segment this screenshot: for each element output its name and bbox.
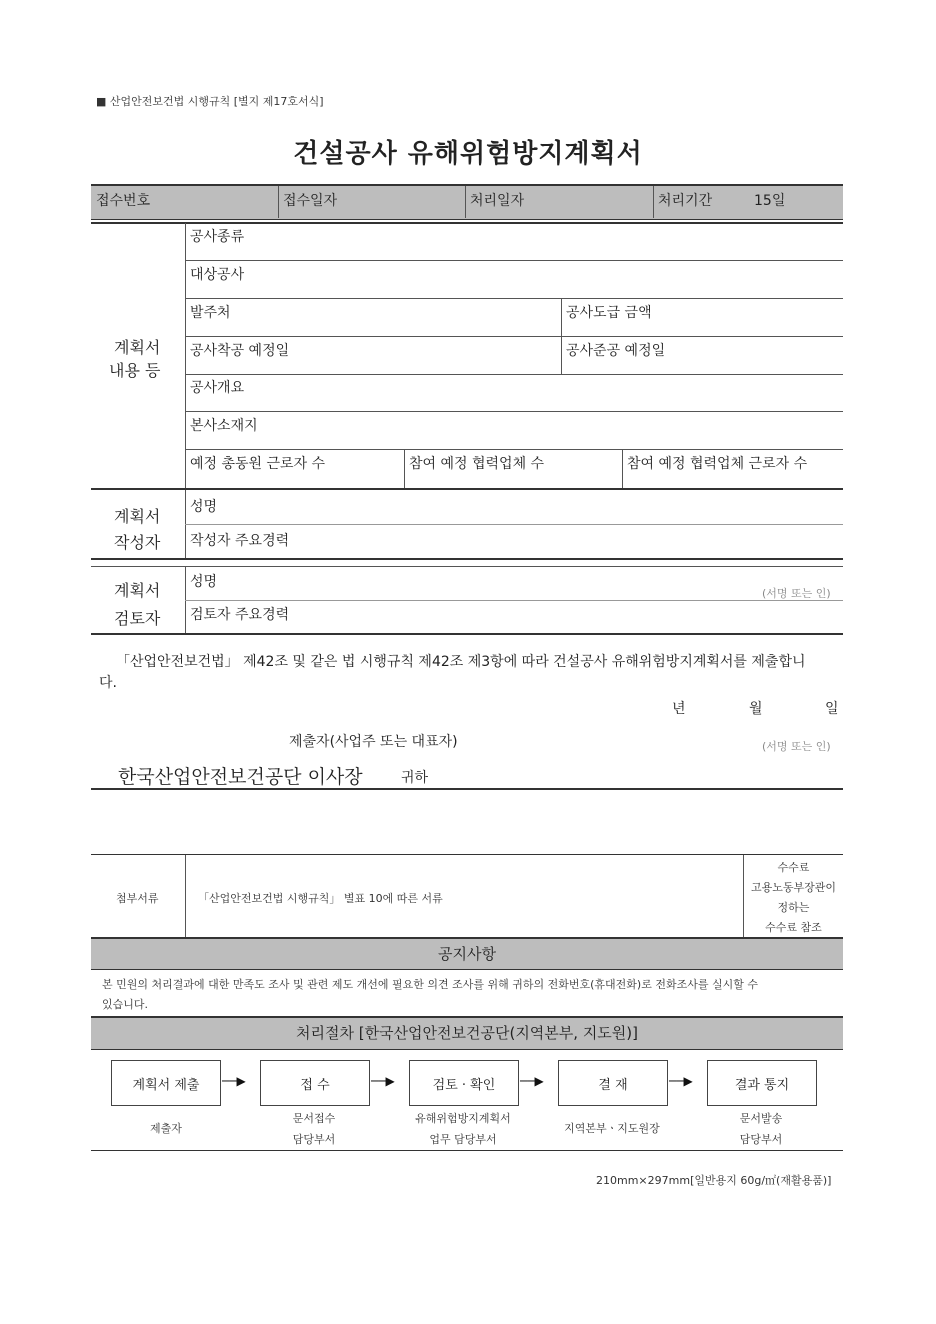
year-label: 년: [672, 701, 686, 717]
process-period-value: 15일: [754, 193, 786, 209]
work-type-field[interactable]: 공사종류: [190, 229, 245, 245]
contract-amount-field[interactable]: 공사도급 금액: [566, 305, 652, 321]
overview-field[interactable]: 공사개요: [190, 380, 245, 396]
fee-line-2: 고용노동부장관이: [750, 881, 836, 894]
header-bar: [91, 184, 843, 220]
step-notify-owner-1: 문서발송: [739, 1112, 783, 1125]
receipt-date-label: 접수일자: [283, 193, 338, 209]
fee-line-4: 수수료 참조: [765, 921, 822, 934]
step-submit-owner: 제출자: [150, 1122, 182, 1135]
plan-section-label-2: 내용 등: [109, 361, 161, 380]
submitter-label: 제출자(사업주 또는 대표자): [289, 734, 458, 750]
honorific-label: 귀하: [401, 770, 429, 786]
submitter-sign-hint: (서명 또는 인): [762, 740, 831, 753]
author-section-label-1: 계획서: [114, 507, 161, 526]
notice-line2: 있습니다.: [102, 998, 149, 1011]
arrow-right-icon: ──▶: [222, 1074, 246, 1088]
month-label: 월: [749, 701, 763, 717]
arrow-right-icon: ──▶: [371, 1074, 395, 1088]
reviewer-career-field[interactable]: 검토자 주요경력: [190, 607, 290, 623]
process-date-label: 처리일자: [470, 193, 525, 209]
attachment-label: 첨부서류: [116, 892, 159, 905]
reviewer-name-field[interactable]: 성명: [190, 574, 218, 590]
subcontractor-workers-field[interactable]: 참여 예정 협력업체 근로자 수: [627, 456, 808, 472]
author-name-field[interactable]: 성명: [190, 499, 218, 515]
fee-line-1: 수수료: [777, 861, 810, 874]
form-reference: ■ 산업안전보건법 시행규칙 [별지 제17호서식]: [96, 95, 324, 108]
paper-spec-footer: 210mm×297mm[일반용지 60g/㎡(재활용품)]: [596, 1174, 832, 1187]
step-approve-owner: 지역본부ㆍ지도원장: [564, 1122, 660, 1135]
declaration-text-line2: 다.: [99, 675, 117, 691]
step-review-owner-1: 유해위험방지계획서: [415, 1112, 511, 1125]
day-label: 일: [825, 701, 839, 717]
end-date-field[interactable]: 공사준공 예정일: [566, 343, 666, 359]
reviewer-section-label-2: 검토자: [114, 609, 161, 628]
fee-line-3: 정하는: [777, 901, 810, 914]
total-workers-field[interactable]: 예정 총동원 근로자 수: [190, 456, 326, 472]
step-review-owner-2: 업무 담당부서: [429, 1133, 497, 1146]
arrow-right-icon: ──▶: [520, 1074, 544, 1088]
subcontractors-field[interactable]: 참여 예정 협력업체 수: [409, 456, 545, 472]
recipient-label: 한국산업안전보건공단 이사장: [118, 766, 363, 788]
orderer-field[interactable]: 발주처: [190, 305, 231, 321]
step-receive-owner-1: 문서접수: [292, 1112, 336, 1125]
declaration-text-line1: 「산업안전보건법」 제42조 및 같은 법 시행규칙 제42조 제3항에 따라 건설공사 유해위험방지계획서를 제출합니: [116, 654, 806, 670]
arrow-right-icon: ──▶: [669, 1074, 693, 1088]
target-work-field[interactable]: 대상공사: [190, 267, 245, 283]
hq-address-field[interactable]: 본사소재지: [190, 418, 258, 434]
step-receive-box: 접 수: [260, 1060, 370, 1106]
page-title: 건설공사 유해위험방지계획서: [293, 139, 643, 169]
step-receive-owner-2: 담당부서: [292, 1133, 336, 1146]
author-career-field[interactable]: 작성자 주요경력: [190, 533, 290, 549]
step-notify-owner-2: 담당부서: [739, 1133, 783, 1146]
step-review-box: 검토 · 확인: [409, 1060, 519, 1106]
reviewer-sign-hint: (서명 또는 인): [762, 587, 831, 600]
notice-title: 공지사항: [91, 937, 843, 970]
step-notify-box: 결과 통지: [707, 1060, 817, 1106]
attachment-content: 「산업안전보건법 시행규칙」 별표 10에 따른 서류: [198, 892, 443, 905]
plan-section-label-1: 계획서: [114, 338, 161, 357]
step-approve-box: 결 재: [558, 1060, 668, 1106]
receipt-number-label: 접수번호: [96, 193, 151, 209]
procedure-title: 처리절차 [한국산업안전보건공단(지역본부, 지도원)]: [91, 1016, 843, 1050]
process-period-label: 처리기간: [658, 193, 713, 209]
start-date-field[interactable]: 공사착공 예정일: [190, 343, 290, 359]
author-section-label-2: 작성자: [114, 533, 161, 552]
notice-line1: 본 민원의 처리결과에 대한 만족도 조사 및 관련 제도 개선에 필요한 의견 조사를 위해 귀하의 전화번호(휴대전화)로 전화조사를 실시할 수: [102, 978, 758, 991]
step-submit-box: 계획서 제출: [111, 1060, 221, 1106]
fee-info: [744, 858, 843, 938]
reviewer-section-label-1: 계획서: [114, 581, 161, 600]
